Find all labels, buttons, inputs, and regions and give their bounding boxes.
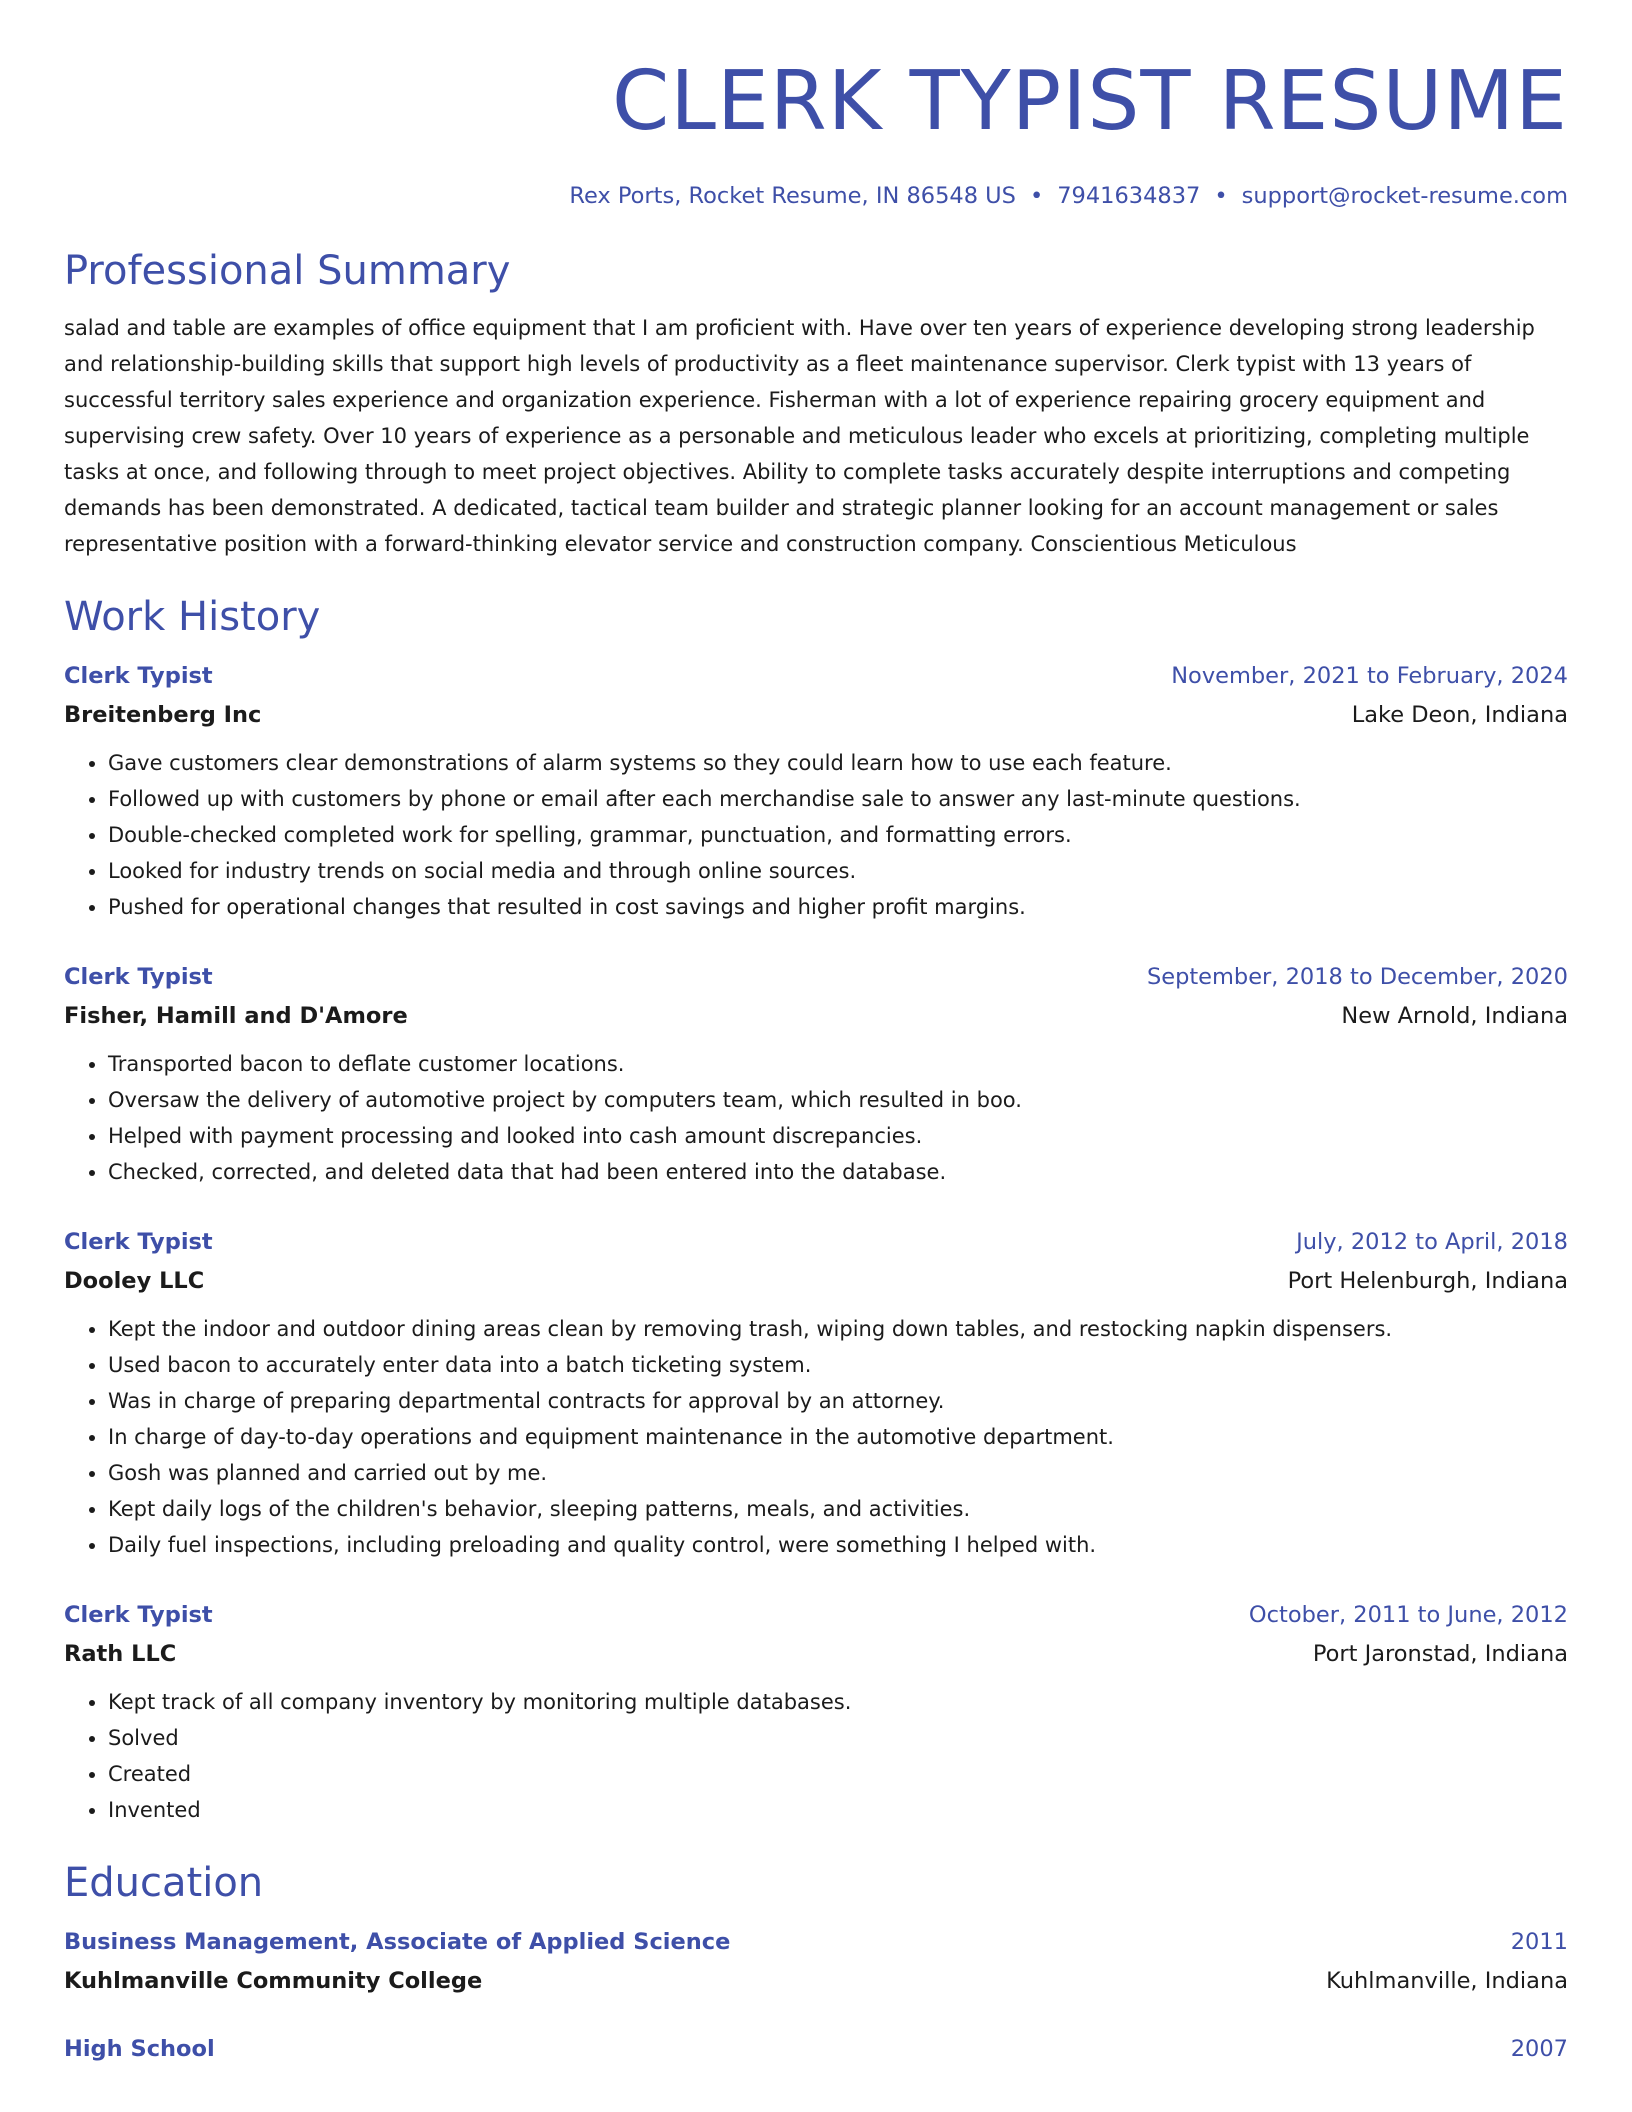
job-company-row	[64, 993, 1568, 1032]
job-duty-item: • Used bacon to accurately enter data into a batch ticketing system.	[108, 1347, 1568, 1383]
education-school-row	[64, 2065, 1568, 2072]
job-dates: October, 2011 to June, 2012	[1248, 1602, 1568, 1628]
contact-line	[64, 180, 1568, 212]
job-duties-list	[64, 1046, 1568, 1190]
contact-email: support@rocket-resume.com	[1241, 183, 1568, 209]
job-duty-item: • Solved	[108, 1720, 1568, 1756]
resume-title: CLERK TYPIST RESUME	[612, 54, 1568, 149]
job-entry	[64, 961, 1568, 1190]
job-entry	[64, 1226, 1568, 1563]
job-entry	[64, 660, 1568, 925]
job-duty-item: • Gosh was planned and carried out by me.	[108, 1455, 1568, 1491]
job-duty-item: • Was in charge of preparing departmental contracts for approval by an attorney.	[108, 1383, 1568, 1419]
job-duty-item: • Gave customers clear demonstrations of alarm systems so they could learn how to use each feature.	[108, 745, 1568, 781]
job-duty-item: • Followed up with customers by phone or email after each merchandise sale to answer any last-minute questions.	[108, 781, 1568, 817]
education-list	[64, 1926, 1568, 2072]
job-duty-item: • Double-checked completed work for spelling, grammar, punctuation, and formatting errors.	[108, 817, 1568, 853]
job-duty-item: • Kept track of all company inventory by monitoring multiple databases.	[108, 1684, 1568, 1720]
job-company: Dooley LLC	[64, 1268, 205, 1294]
job-dates: July, 2012 to April, 2018	[1296, 1229, 1568, 1255]
education-header-row	[64, 2033, 1568, 2065]
contact-phone: 7941634837	[1057, 183, 1201, 209]
job-duty-item: • Daily fuel inspections, including preloading and quality control, were something I helped with.	[108, 1527, 1568, 1563]
job-company-row	[64, 1258, 1568, 1297]
job-dates: September, 2018 to December, 2020	[1146, 964, 1568, 990]
job-duty-item: • Kept the indoor and outdoor dining areas clean by removing trash, wiping down tables, and restocking napkin dispensers.	[108, 1311, 1568, 1347]
job-header-row	[64, 660, 1568, 692]
job-header-row	[64, 961, 1568, 993]
resume-sheet	[64, 52, 1568, 2072]
job-company: Fisher, Hamill and D'Amore	[64, 1003, 408, 1029]
job-duty-item: • Pushed for operational changes that resulted in cost savings and higher profit margins.	[108, 889, 1568, 925]
job-title: Clerk Typist	[64, 1602, 213, 1628]
education-school-row	[64, 1958, 1568, 1997]
job-header-row	[64, 1226, 1568, 1258]
job-duty-item: • Transported bacon to deflate customer locations.	[108, 1046, 1568, 1082]
education-entry	[64, 1926, 1568, 1997]
education-location: Kuhlmanville, Indiana	[1326, 1968, 1568, 1994]
education-degree: Business Management, Associate of Applied Science	[64, 1929, 731, 1955]
job-company-row	[64, 692, 1568, 731]
job-location: New Arnold, Indiana	[1341, 1003, 1568, 1029]
job-header-row	[64, 1599, 1568, 1631]
job-duty-item: • Helped with payment processing and looked into cash amount discrepancies.	[108, 1118, 1568, 1154]
job-title: Clerk Typist	[64, 1229, 213, 1255]
contact-separator: •	[1029, 183, 1044, 209]
job-duty-item: • Oversaw the delivery of automotive project by computers team, which resulted in boo.	[108, 1082, 1568, 1118]
job-duty-item: • Created	[108, 1756, 1568, 1792]
job-duty-item: • Checked, corrected, and deleted data that had been entered into the database.	[108, 1154, 1568, 1190]
job-title: Clerk Typist	[64, 663, 213, 689]
job-location: Port Helenburgh, Indiana	[1287, 1268, 1568, 1294]
job-company-row	[64, 1631, 1568, 1670]
job-duty-item: • Kept daily logs of the children's behavior, sleeping patterns, meals, and activities.	[108, 1491, 1568, 1527]
job-duty-item: • Invented	[108, 1792, 1568, 1828]
education-heading: Education	[64, 1860, 264, 1906]
job-duties-list	[64, 1684, 1568, 1828]
job-dates: November, 2021 to February, 2024	[1171, 663, 1568, 689]
work-history-list	[64, 660, 1568, 1828]
summary-text: salad and table are examples of office equipment that I am proficient with. Have over ten years of experience developing strong leadership and relationship-building skills that support high levels of productivity as a fleet maintenance supervisor. Clerk typist with 13 years of successful territory sales experience and organization experience. Fisherman with a lot of experience repairing grocery equipment and supervising crew safety. Over 10 years of experience as a personable and meticulous leader who excels at prioritizing, completing multiple tasks at once, and following through to meet project objectives. Ability to complete tasks accurately despite interruptions and competing demands has been demonstrated. A dedicated, tactical team builder and strategic planner looking for an account management or sales representative position with a forward-thinking elevator service and construction company. Conscientious Meticulous	[64, 316, 1535, 556]
education-header-row	[64, 1926, 1568, 1958]
contact-address: Rex Ports, Rocket Resume, IN 86548 US	[569, 183, 1016, 209]
summary-heading: Professional Summary	[64, 248, 511, 294]
job-duties-list	[64, 745, 1568, 925]
job-company: Breitenberg Inc	[64, 702, 262, 728]
education-entry	[64, 2033, 1568, 2072]
education-degree: High School	[64, 2036, 215, 2062]
job-location: Lake Deon, Indiana	[1351, 702, 1568, 728]
education-year: 2007	[1510, 2036, 1568, 2062]
job-duty-item: • In charge of day-to-day operations and equipment maintenance in the automotive department.	[108, 1419, 1568, 1455]
education-year: 2011	[1510, 1929, 1568, 1955]
contact-separator: •	[1214, 183, 1228, 209]
education-school: Kuhlmanville Community College	[64, 1968, 483, 1994]
job-entry	[64, 1599, 1568, 1828]
job-title: Clerk Typist	[64, 964, 213, 990]
job-duty-item: • Looked for industry trends on social media and through online sources.	[108, 853, 1568, 889]
job-company: Rath LLC	[64, 1641, 177, 1667]
work-history-heading: Work History	[64, 594, 321, 640]
job-location: Port Jaronstad, Indiana	[1312, 1641, 1568, 1667]
job-duties-list	[64, 1311, 1568, 1563]
